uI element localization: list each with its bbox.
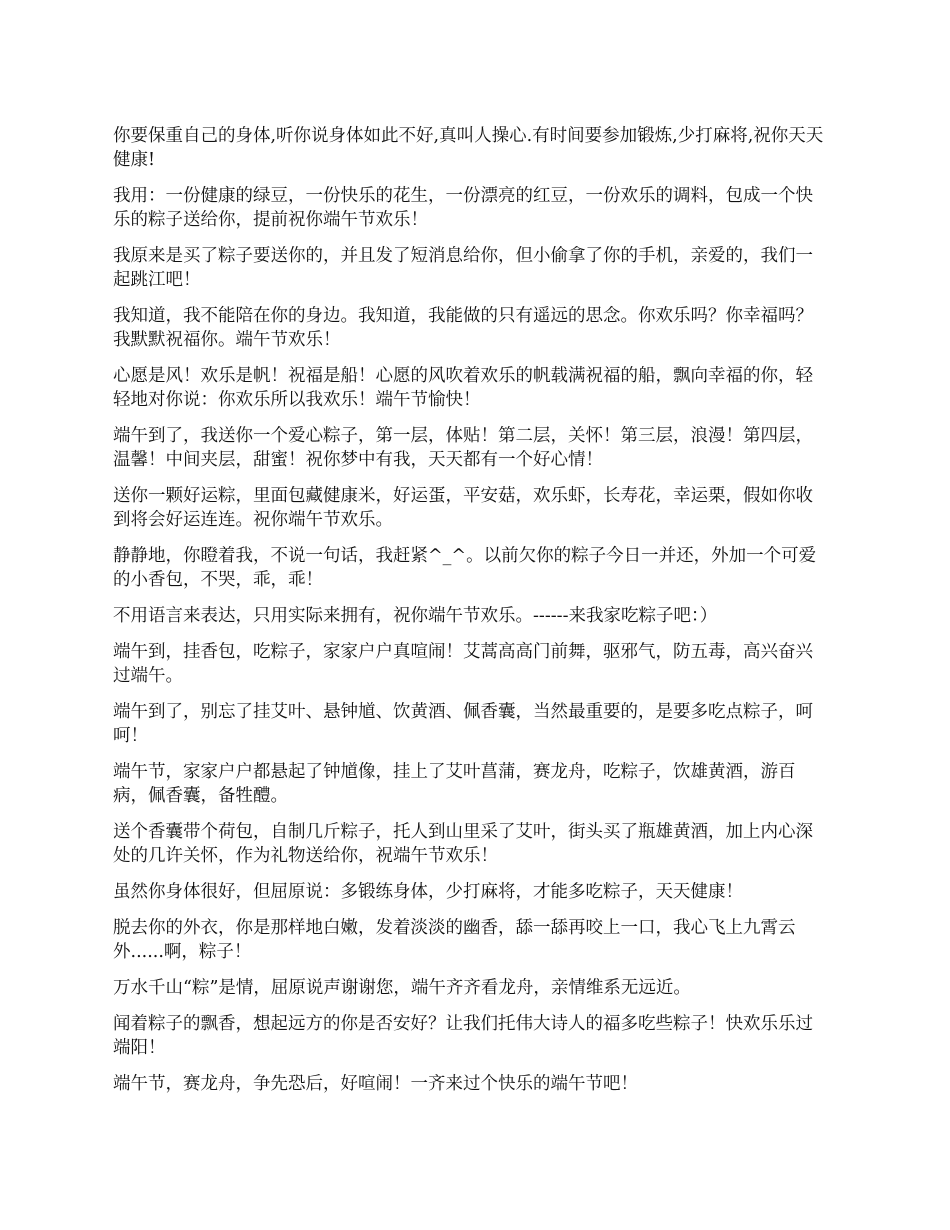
paragraph-15: 脱去你的外衣，你是那样地白嫩，发着淡淡的幽香，舔一舔再咬上一口，我心飞上九霄云外......啊，粽子！ (113, 918, 796, 962)
paragraph-8: 静静地，你瞪着我，不说一句话，我赶紧^_^。以前欠你的粽子今日一并还，外加一个可爱的小香包，不哭，乖，乖！ (113, 546, 817, 590)
paragraph-3: 我原来是买了粽子要送你的，并且发了短消息给你，但小偷拿了你的手机，亲爱的，我们一起跳江吧！ (113, 246, 813, 290)
paragraph-17: 闻着粽子的飘香，想起远方的你是否安好？让我们托伟大诗人的福多吃些粽子！快欢乐乐过端阳！ (113, 1014, 813, 1058)
paragraph-14: 虽然你身体很好，但屈原说：多锻练身体，少打麻将，才能多吃粽子，天天健康！ (113, 882, 743, 902)
paragraph-9: 不用语言来表达，只用实际来拥有，祝你端午节欢乐。------来我家吃粽子吧：） (113, 606, 718, 626)
paragraph-1: 你要保重自己的身体,听你说身体如此不好,真叫人操心.有时间要参加锻炼,少打麻将,祝你天天健康! (113, 126, 824, 170)
paragraph-2: 我用：一份健康的绿豆，一份快乐的花生，一份漂亮的红豆，一份欢乐的调料，包成一个快乐的粽子送给你，提前祝你端午节欢乐！ (113, 186, 813, 230)
paragraph-5: 心愿是风！欢乐是帆！祝福是船！心愿的风吹着欢乐的帆载满祝福的船，飘向幸福的你，轻轻地对你说：你欢乐所以我欢乐！端午节愉快！ (113, 366, 813, 410)
paragraph-13: 送个香囊带个荷包，自制几斤粽子，托人到山里采了艾叶，街头买了瓶雄黄酒，加上内心深处的几许关怀，作为礼物送给你，祝端午节欢乐！ (113, 822, 813, 866)
paragraph-4: 我知道，我不能陪在你的身边。我知道，我能做的只有遥远的思念。你欢乐吗？你幸福吗？我默默祝福你。端午节欢乐！ (113, 306, 813, 350)
paragraph-18: 端午节，赛龙舟，争先恐后，好喧闹！一齐来过个快乐的端午节吧！ (113, 1074, 638, 1094)
paragraph-10: 端午到，挂香包，吃粽子，家家户户真喧闹！艾蒿高高门前舞，驱邪气，防五毒，高兴奋兴过端午。 (113, 642, 813, 686)
paragraph-12: 端午节，家家户户都悬起了钟馗像，挂上了艾叶菖蒲，赛龙舟，吃粽子，饮雄黄酒，游百病，佩香囊，备牲醴。 (113, 762, 796, 806)
paragraph-6: 端午到了，我送你一个爱心粽子，第一层，体贴！第二层，关怀！第三层，浪漫！第四层，温馨！中间夹层，甜蜜！祝你梦中有我，天天都有一个好心情！ (113, 426, 813, 470)
paragraph-16: 万水千山“粽”是情，屈原说声谢谢您，端午齐齐看龙舟，亲情维系无远近。 (113, 978, 691, 998)
paragraph-7: 送你一颗好运粽，里面包藏健康米，好运蛋，平安菇，欢乐虾，长寿花，幸运栗，假如你收到将会好运连连。祝你端午节欢乐。 (113, 486, 813, 530)
paragraph-11: 端午到了，别忘了挂艾叶、悬钟馗、饮黄酒、佩香囊，当然最重要的，是要多吃点粽子，呵呵！ (113, 702, 813, 746)
